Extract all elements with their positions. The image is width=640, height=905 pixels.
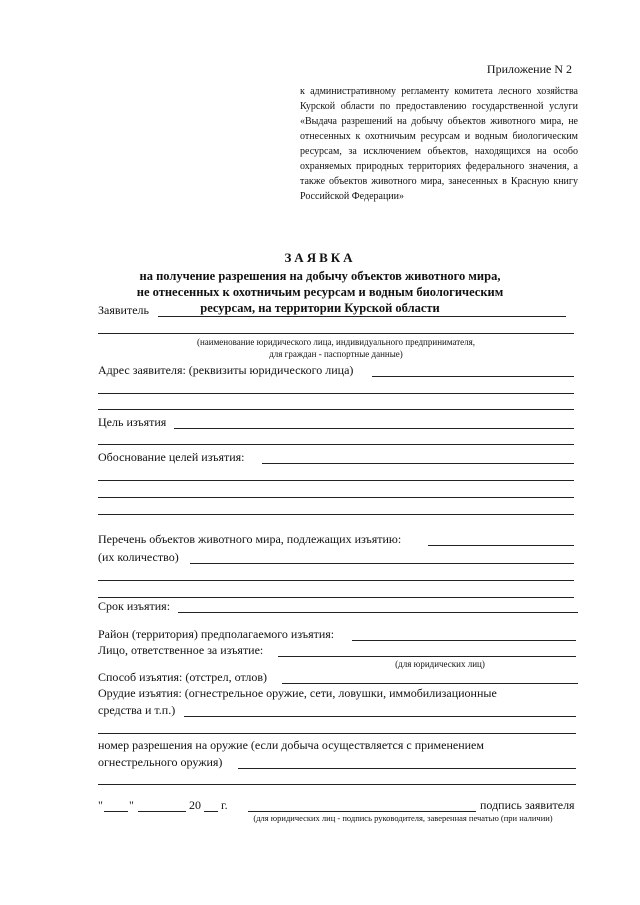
tools-label: Орудие изъятия: (огнестрельное оружие, сети, ловушки, иммобилизационные xyxy=(98,686,497,700)
signature-label: подпись заявителя xyxy=(480,798,575,812)
date-quote-open: " xyxy=(98,798,103,812)
appendix-number: Приложение N 2 xyxy=(486,62,572,76)
tools-field-2[interactable] xyxy=(98,733,576,734)
term-field[interactable] xyxy=(178,612,578,613)
applicant-label: Заявитель xyxy=(98,303,149,317)
justification-field-2[interactable] xyxy=(98,480,574,481)
objects-list-field-3[interactable] xyxy=(98,597,574,598)
applicant-field[interactable] xyxy=(158,316,566,317)
address-field[interactable] xyxy=(372,376,574,377)
subtitle-line-1: на получение разрешения на добычу объектов животного мира, xyxy=(139,269,501,283)
applicant-field-2[interactable] xyxy=(98,333,574,334)
address-field-2[interactable] xyxy=(98,393,574,394)
regulation-reference: к административному регламенту комитета лесного хозяйства Курской области по предоставлению государственной услуги «Выдача разрешений на добычу объектов животного мира, не отнесенных к охотничьим ресурсам и водным биологическим ресурсам, за исключением объектов, находящихся на особо охраняемых природных территориях федерального значения, а также объектов животного мира, занесенных в Красную книгу Российской Федерации» xyxy=(300,86,578,202)
document-subtitle xyxy=(110,268,530,316)
address-label: Адрес заявителя: (реквизиты юридического лица) xyxy=(98,363,354,377)
purpose-field[interactable] xyxy=(174,428,574,429)
justification-field[interactable] xyxy=(262,463,574,464)
weapon-permit-field-2[interactable] xyxy=(98,784,576,785)
weapon-permit-label-2: огнестрельного оружия) xyxy=(98,755,223,769)
quantity-label: (их количество) xyxy=(98,550,179,564)
purpose-field-2[interactable] xyxy=(98,444,574,445)
method-label: Способ изъятия: (отстрел, отлов) xyxy=(98,670,268,684)
tools-label-2: средства и т.п.) xyxy=(98,703,176,717)
date-quote-close: " xyxy=(129,798,134,812)
district-label: Район (территория) предполагаемого изъятия: xyxy=(98,627,335,641)
tools-field[interactable] xyxy=(184,716,576,717)
address-field-3[interactable] xyxy=(98,409,574,410)
applicant-hint-2: для граждан - паспортные данные) xyxy=(269,349,403,359)
justification-label: Обоснование целей изъятия: xyxy=(98,450,245,464)
date-month-field[interactable] xyxy=(138,811,186,812)
applicant-hint-1: (наименование юридического лица, индивидуального предпринимателя, xyxy=(196,337,476,347)
signature-hint: (для юридических лиц - подпись руководителя, заверенная печатью (при наличии) xyxy=(253,813,553,823)
method-field[interactable] xyxy=(282,683,578,684)
subtitle-line-2: не отнесенных к охотничьим ресурсам и водным биологическим xyxy=(136,285,504,299)
date-day-field[interactable] xyxy=(104,811,128,812)
weapon-permit-label: номер разрешения на оружие (если добыча осуществляется с применением xyxy=(98,738,484,752)
weapon-permit-field[interactable] xyxy=(238,768,576,769)
subtitle-line-3: ресурсам, на территории Курской области xyxy=(200,301,440,315)
responsible-hint: (для юридических лиц) xyxy=(395,659,485,669)
responsible-label: Лицо, ответственное за изъятие: xyxy=(98,643,264,657)
quantity-field[interactable] xyxy=(190,563,574,564)
justification-field-4[interactable] xyxy=(98,514,574,515)
justification-field-3[interactable] xyxy=(98,497,574,498)
objects-list-field[interactable] xyxy=(428,545,574,546)
objects-list-label: Перечень объектов животного мира, подлежащих изъятию: xyxy=(98,532,402,546)
responsible-field[interactable] xyxy=(278,656,576,657)
purpose-label: Цель изъятия xyxy=(98,415,167,429)
district-field[interactable] xyxy=(352,640,576,641)
document-title: ЗАЯВКА xyxy=(284,250,356,265)
date-year-prefix: 20 xyxy=(189,798,201,812)
term-label: Срок изъятия: xyxy=(98,599,171,613)
date-year-suffix: г. xyxy=(221,798,228,812)
objects-list-field-2[interactable] xyxy=(98,580,574,581)
